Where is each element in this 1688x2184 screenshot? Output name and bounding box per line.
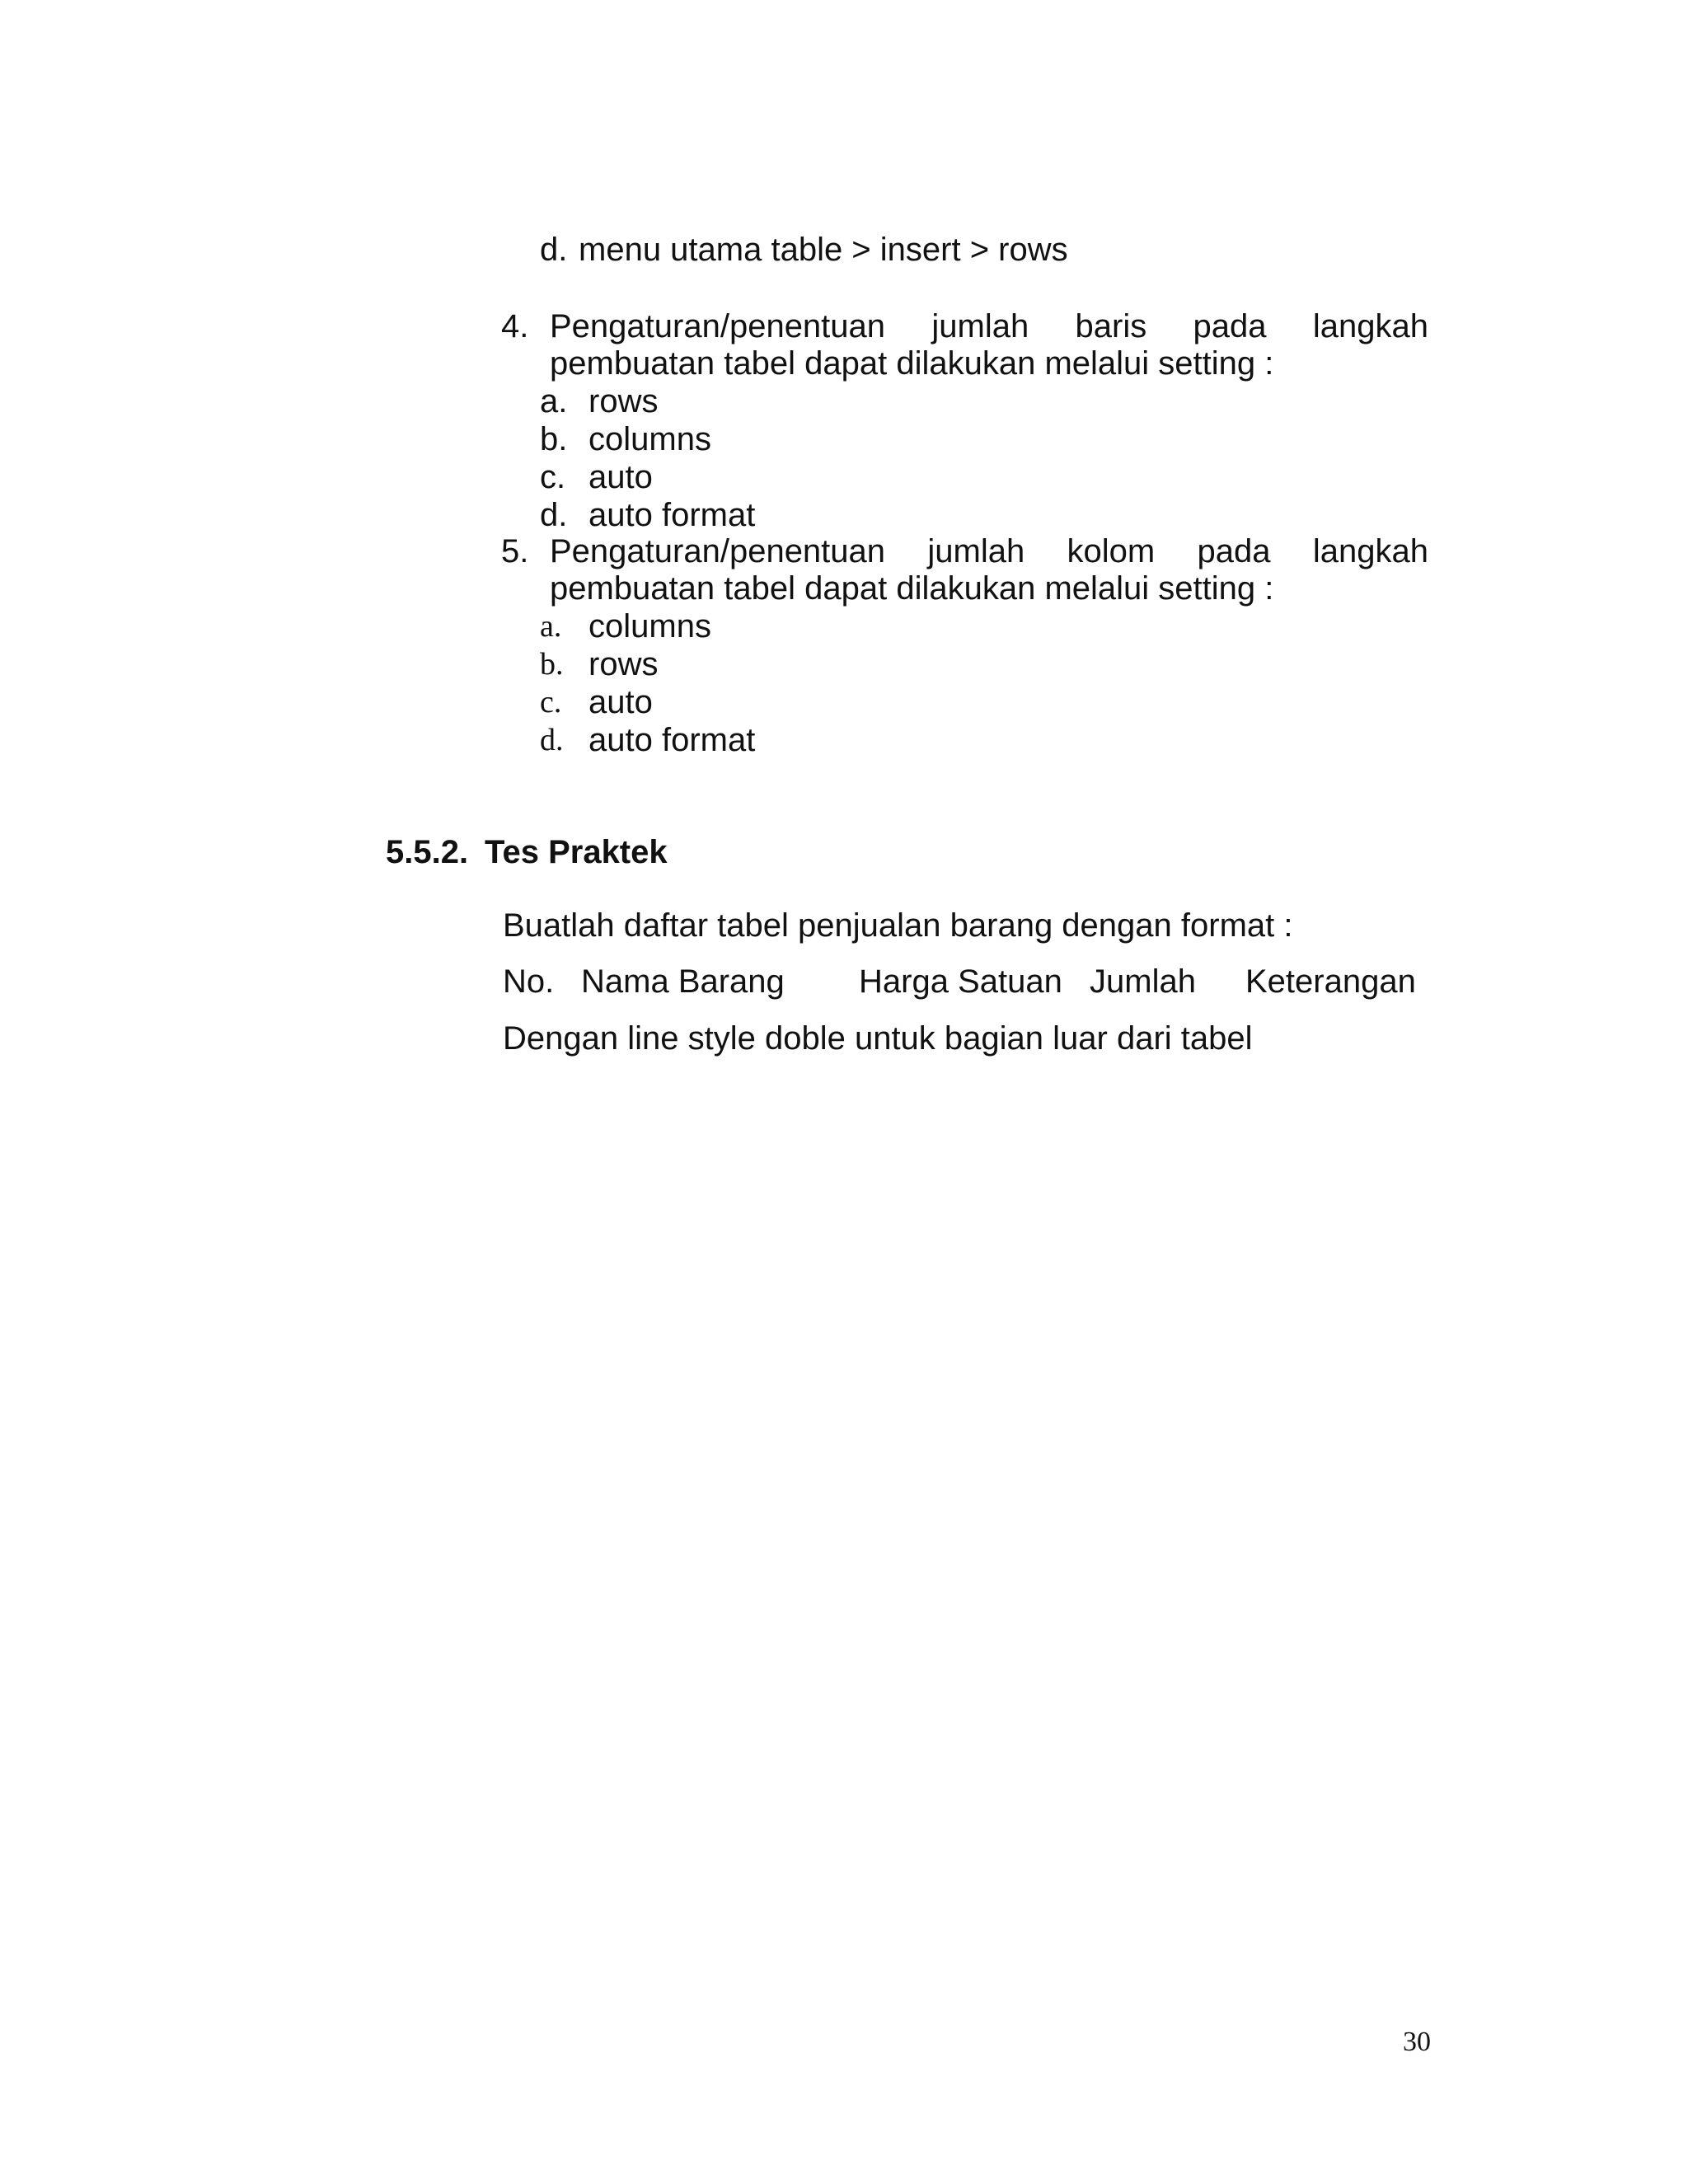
format-column-nama-barang: Nama Barang [581, 963, 785, 1000]
section-title: Tes Praktek [485, 834, 668, 870]
option-text: columns [588, 608, 711, 644]
question-4-number: 4. [501, 308, 529, 344]
prev-option-text: menu utama table > insert > rows [579, 232, 1068, 268]
question-4-stem-line1: Pengaturan/penentuan jumlah baris pada langkah [550, 308, 1428, 344]
question-5-stem-line2: pembuatan tabel dapat dilakukan melalui setting : [550, 570, 1274, 607]
question-5-number: 5. [501, 533, 529, 569]
question-4-stem-line2: pembuatan tabel dapat dilakukan melalui setting : [550, 345, 1274, 382]
format-column-harga-satuan: Harga Satuan [859, 963, 1062, 1000]
option-text: rows [588, 646, 659, 682]
section-number: 5.5.2. [386, 834, 469, 870]
format-column-keterangan: Keterangan [1245, 963, 1416, 1000]
option-letter: d. [540, 723, 564, 757]
option-text: rows [588, 383, 659, 419]
option-letter: a. [540, 609, 562, 644]
option-letter: b. [540, 421, 568, 457]
option-letter: c. [540, 685, 562, 719]
option-letter: c. [540, 459, 566, 495]
option-text: auto [588, 684, 653, 720]
option-text: columns [588, 421, 711, 457]
option-letter: b. [540, 647, 564, 682]
option-letter: a. [540, 383, 568, 419]
option-text: auto format [588, 497, 756, 533]
format-column-jumlah: Jumlah [1090, 963, 1196, 1000]
prev-option-letter: d. [540, 232, 568, 268]
page-number: 30 [1403, 2027, 1431, 2057]
option-letter: d. [540, 497, 568, 533]
option-text: auto [588, 459, 653, 495]
section-instruction: Buatlah daftar tabel penjualan barang dengan format : [503, 907, 1293, 944]
question-5-stem-line1: Pengaturan/penentuan jumlah kolom pada langkah [550, 533, 1428, 569]
option-text: auto format [588, 722, 756, 758]
format-column-no: No. [503, 963, 555, 1000]
section-note: Dengan line style doble untuk bagian luar dari tabel [503, 1020, 1253, 1057]
